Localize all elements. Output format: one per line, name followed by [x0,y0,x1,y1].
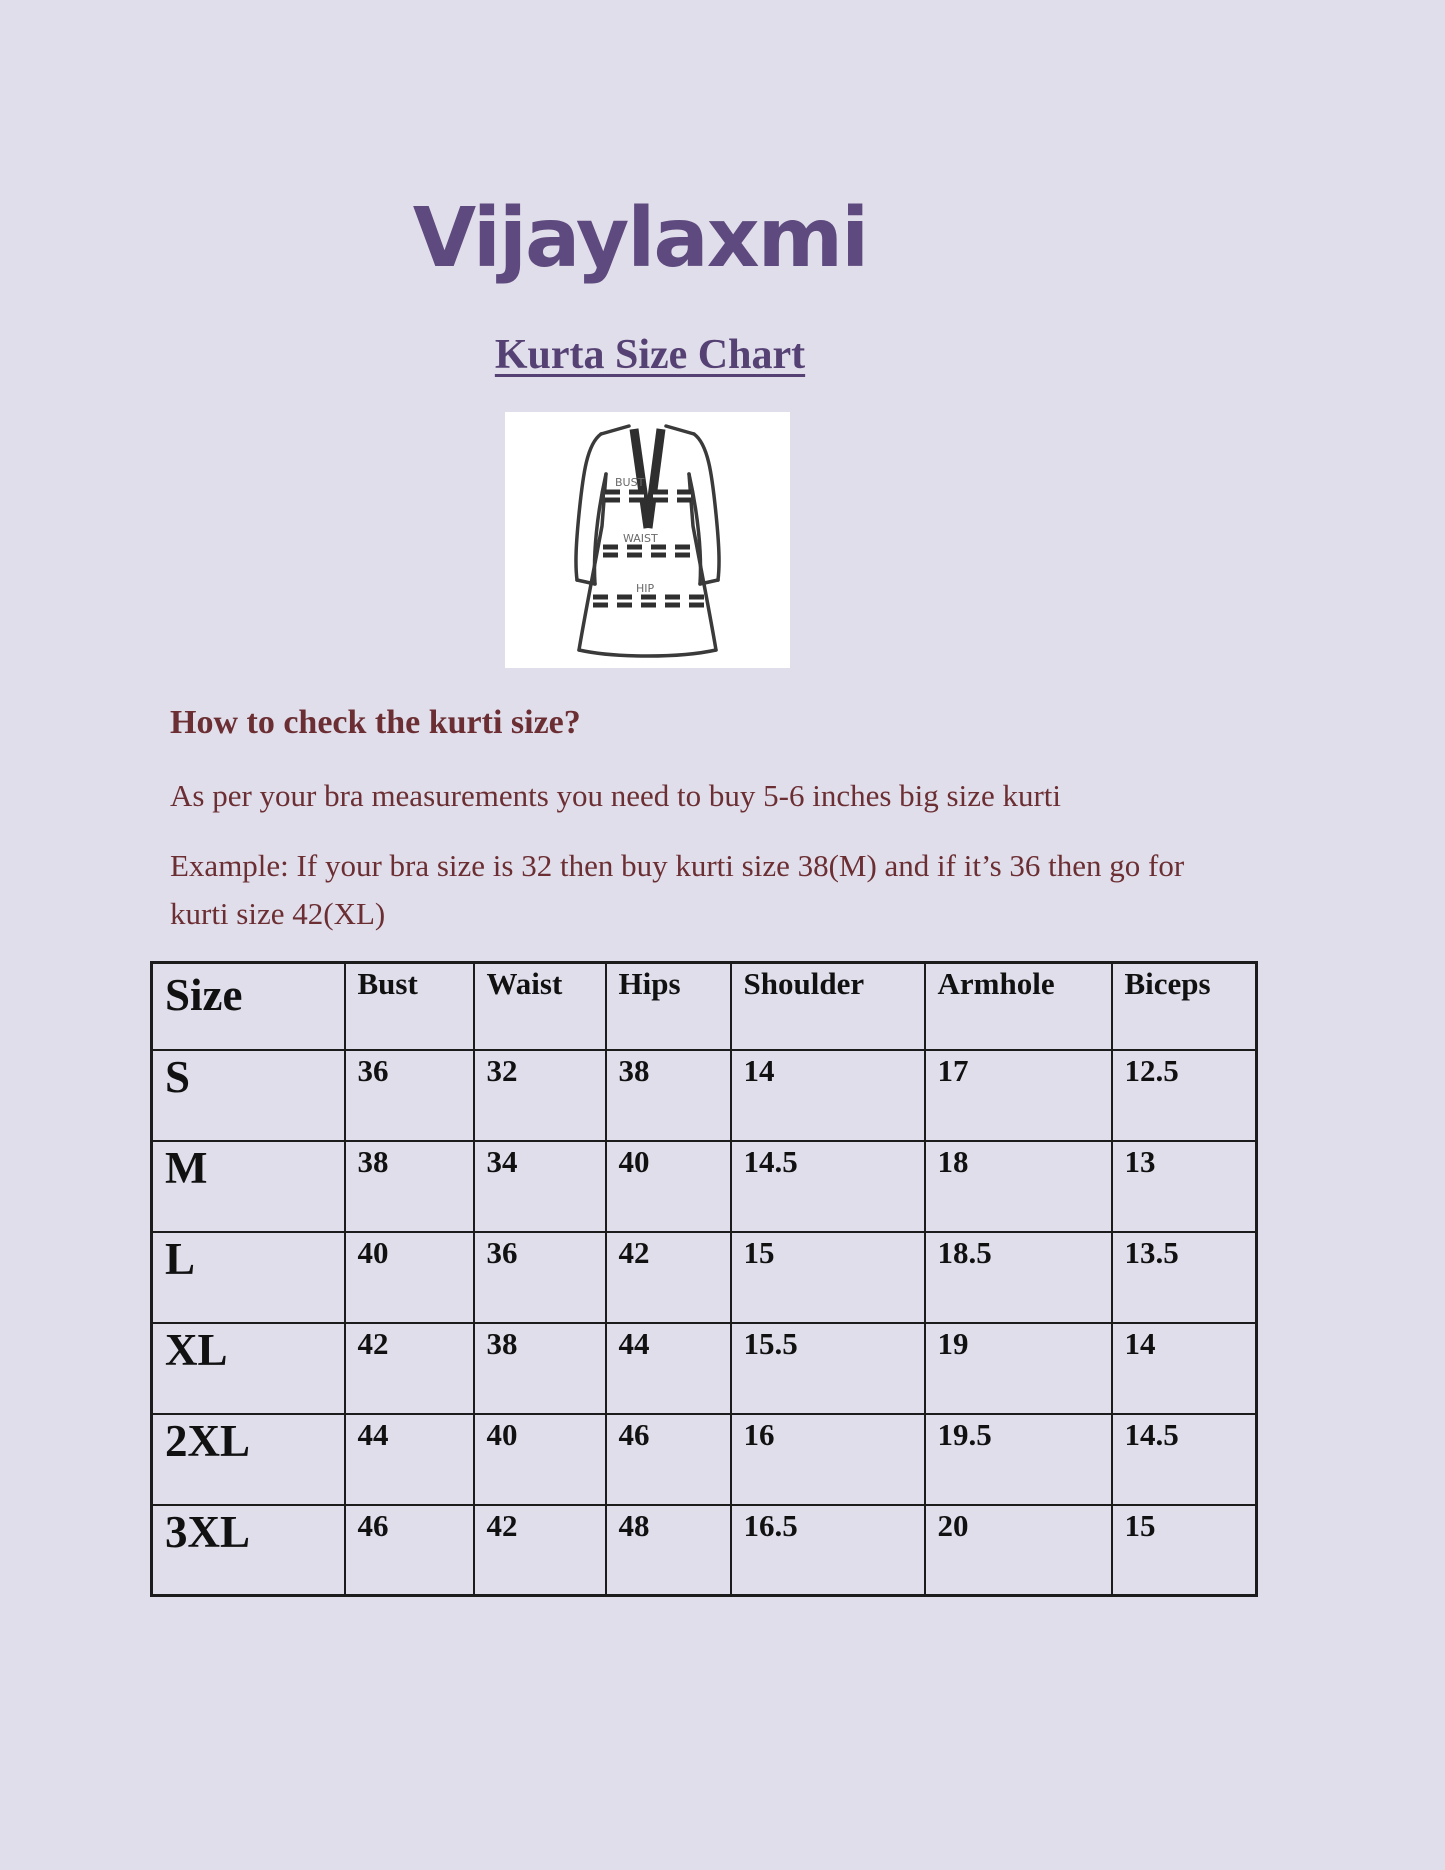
size-label: 3XL [152,1505,345,1596]
page-title [0,331,1300,379]
waist-value: 34 [474,1141,606,1232]
header-biceps: Biceps [1112,963,1257,1050]
guide-paragraph-1: As per your bra measurements you need to buy 5-6 inches big size kurti [170,778,1062,813]
armhole-value: 17 [925,1050,1112,1141]
waist-value: 32 [474,1050,606,1141]
hips-value: 46 [606,1414,731,1505]
armhole-value: 19.5 [925,1414,1112,1505]
bust-label: BUST [615,476,645,489]
hips-value: 42 [606,1232,731,1323]
table-header-row [152,963,1257,1050]
guide-paragraph-2-line-2: kurti size 42(XL) [170,896,386,932]
hips-value: 48 [606,1505,731,1596]
biceps-value: 15 [1112,1505,1257,1596]
header-shoulder: Shoulder [731,963,925,1050]
size-label: S [152,1050,345,1141]
kurti-line-drawing-icon [505,412,790,668]
shoulder-value: 15 [731,1232,925,1323]
brand-logo: Vijaylaxmi [412,191,868,286]
size-chart-table [150,961,1258,1597]
table-row-m [152,1141,1257,1232]
armhole-value: 20 [925,1505,1112,1596]
kurti-measurement-image [505,412,790,668]
table-row-3xl [152,1505,1257,1596]
waist-value: 36 [474,1232,606,1323]
shoulder-value: 14 [731,1050,925,1141]
header-waist: Waist [474,963,606,1050]
hips-value: 38 [606,1050,731,1141]
guide-paragraph-2 [170,842,1300,938]
bust-value: 46 [345,1505,474,1596]
armhole-value: 18 [925,1141,1112,1232]
biceps-value: 14 [1112,1323,1257,1414]
shoulder-value: 15.5 [731,1323,925,1414]
shoulder-value: 14.5 [731,1141,925,1232]
armhole-value: 18.5 [925,1232,1112,1323]
table-row-l [152,1232,1257,1323]
waist-label: WAIST [623,532,658,545]
biceps-value: 13 [1112,1141,1257,1232]
biceps-value: 14.5 [1112,1414,1257,1505]
header-size: Size [152,963,345,1050]
waist-value: 38 [474,1323,606,1414]
hip-label: HIP [636,582,655,595]
bust-value: 38 [345,1141,474,1232]
header-bust: Bust [345,963,474,1050]
bust-value: 36 [345,1050,474,1141]
armhole-value: 19 [925,1323,1112,1414]
size-label: 2XL [152,1414,345,1505]
shoulder-value: 16.5 [731,1505,925,1596]
header-armhole: Armhole [925,963,1112,1050]
bust-value: 44 [345,1414,474,1505]
size-label: M [152,1141,345,1232]
page-title-text: Kurta Size Chart [494,332,806,378]
hips-value: 40 [606,1141,731,1232]
shoulder-value: 16 [731,1414,925,1505]
bust-value: 42 [345,1323,474,1414]
bust-value: 40 [345,1232,474,1323]
size-label: L [152,1232,345,1323]
table-row-s [152,1050,1257,1141]
waist-value: 42 [474,1505,606,1596]
guide-heading: How to check the kurti size? [170,704,581,741]
hips-value: 44 [606,1323,731,1414]
biceps-value: 13.5 [1112,1232,1257,1323]
table-row-2xl [152,1414,1257,1505]
biceps-value: 12.5 [1112,1050,1257,1141]
table-row-xl [152,1323,1257,1414]
waist-value: 40 [474,1414,606,1505]
size-label: XL [152,1323,345,1414]
guide-paragraph-2-line-1: Example: If your bra size is 32 then buy kurti size 38(M) and if it’s 36 then go for [170,848,1185,883]
header-hips: Hips [606,963,731,1050]
